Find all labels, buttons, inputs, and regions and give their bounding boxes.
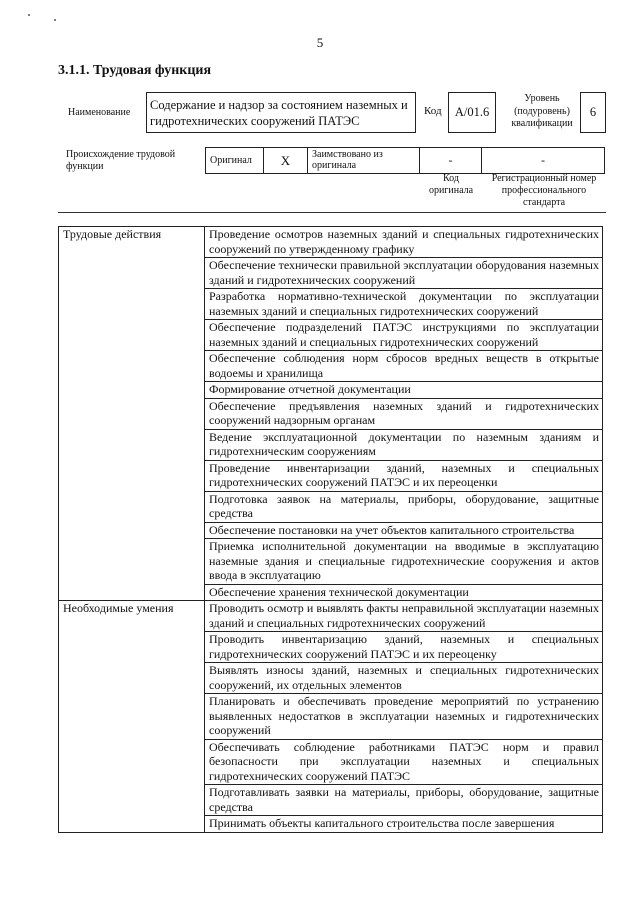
- table-cell-item: Обеспечение соблюдения норм сбросов вредных веществ в открытые водоемы и хранилища: [205, 351, 603, 382]
- original-code-caption: Код оригинала: [428, 173, 474, 196]
- scan-speck: [54, 19, 56, 21]
- code-label: Код: [424, 105, 442, 117]
- table-cell-item: Выявлять износы зданий, наземных и специальных гидротехнических сооружений, их отдельных элементов: [205, 663, 603, 694]
- table-cell-item: Обеспечивать соблюдение работниками ПАТЭС норм и правил безопасности при эксплуатации наземных и специальных гидротехнических сооружений ПАТЭС: [205, 739, 603, 785]
- scan-speck: [28, 14, 30, 16]
- function-table: [58, 226, 603, 833]
- table-row: [59, 601, 603, 632]
- table-cell-item: Проведение осмотров наземных зданий и специальных гидротехнических сооружений по утвержденному графику: [205, 227, 603, 258]
- table-cell-item: Формирование отчетной документации: [205, 382, 603, 399]
- table-cell-item: Приемка исполнительной документации на вводимые в эксплуатацию наземные здания и специальные гидротехнические сооружения и актов ввода в эксплуатацию: [205, 539, 603, 585]
- table-cell-item: Подготавливать заявки на материалы, приборы, оборудование, защитные средства: [205, 785, 603, 816]
- borrowed-label: Заимствовано из оригинала: [307, 148, 419, 173]
- original-mark: X: [263, 148, 307, 173]
- table-cell-item: Подготовка заявок на материалы, приборы, оборудование, защитные средства: [205, 491, 603, 522]
- registration-number-value: -: [481, 148, 605, 173]
- function-name-value: Содержание и надзор за состоянием наземных и гидротехнических сооружений ПАТЭС: [146, 92, 416, 133]
- table-cell-item: Обеспечение постановки на учет объектов капитального строительства: [205, 522, 603, 539]
- table-cell-item: Обеспечение хранения технической документации: [205, 584, 603, 601]
- table-cell-item: Проведение инвентаризации зданий, наземных и специальных гидротехнических сооружений ПАТЭС и их переоценки: [205, 460, 603, 491]
- name-label: Наименование: [68, 107, 131, 118]
- table-cell-item: Разработка нормативно-технической документации по эксплуатации наземных зданий и специальных гидротехнических сооружений: [205, 289, 603, 320]
- table-row: [59, 227, 603, 258]
- section-title-cell: Необходимые умения: [59, 601, 205, 833]
- table-cell-item: Обеспечение технически правильной эксплуатации оборудования наземных зданий и гидротехнических сооружений: [205, 258, 603, 289]
- table-cell-item: Планировать и обеспечивать проведение мероприятий по устранению выявленных недостатков в эксплуатации наземных и гидротехнических сооружений: [205, 694, 603, 740]
- qualification-level-label: Уровень (подуровень) квалификации: [511, 93, 573, 129]
- table-cell-item: Ведение эксплуатационной документации по наземным зданиям и гидротехническим сооружениям: [205, 429, 603, 460]
- function-code-value: А/01.6: [448, 92, 496, 133]
- table-cell-item: Проводить инвентаризацию зданий, наземных и специальных гидротехнических сооружений ПАТЭС и их переоценку: [205, 632, 603, 663]
- page-number: 5: [316, 35, 324, 50]
- table-cell-item: Обеспечение предъявления наземных зданий и гидротехнических сооружений надзорным органам: [205, 398, 603, 429]
- original-label: Оригинал: [205, 148, 263, 173]
- registration-number-caption: Регистрационный номер профессионального стандарта: [491, 173, 597, 208]
- table-cell-item: Проводить осмотр и выявлять факты неправильной эксплуатации наземных зданий и специальных гидротехнических сооружений: [205, 601, 603, 632]
- table-cell-item: Принимать объекты капитального строительства после завершения: [205, 816, 603, 833]
- original-code-value: -: [419, 148, 481, 173]
- origin-row: [205, 147, 605, 174]
- section-title: 3.1.1. Трудовая функция: [58, 63, 212, 78]
- origin-label: Происхождение трудовой функции: [66, 149, 176, 172]
- section-title-cell: Трудовые действия: [59, 227, 205, 601]
- separator-line: [58, 212, 606, 213]
- table-cell-item: Обеспечение подразделений ПАТЭС инструкциями по эксплуатации наземных зданий и специальных гидротехнических сооружений: [205, 320, 603, 351]
- qualification-level-value: 6: [580, 92, 606, 133]
